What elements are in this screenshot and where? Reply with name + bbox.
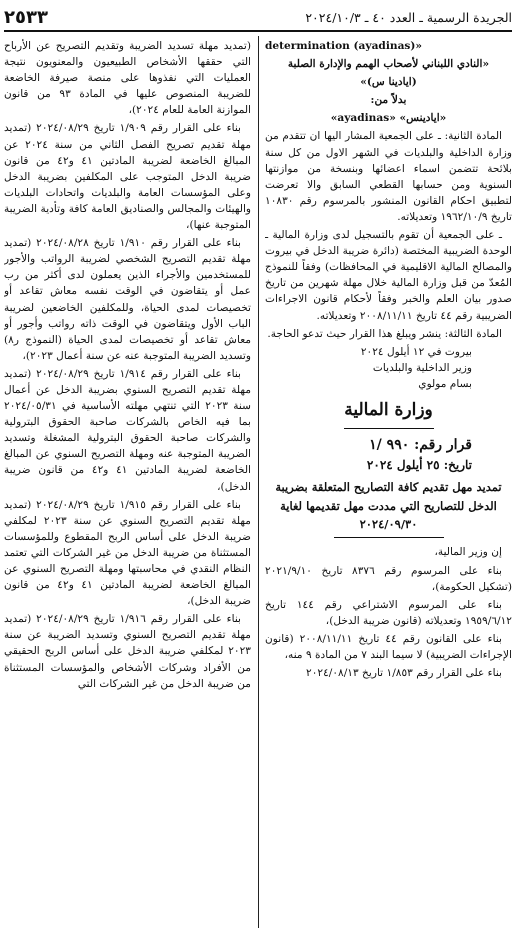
old-name: «ايادينس» «ayadinas» xyxy=(330,112,447,125)
ministry-rule xyxy=(344,428,434,429)
preamble-line: بناء على القرار رقم ١/٨٥٣ تاريخ ٢٠٢٤/٠٨/١٣ xyxy=(306,667,502,680)
decision-date: تاريخ: ٢٥ أيلول ٢٠٢٤ xyxy=(366,458,472,473)
article-2: المادة الثانية: ـ على الجمعية المشار اليها ان تتقدم من وزارة الداخلية والبلديات في الشهر الاول من كل سنة بلائحة تتضمن اسماء اعضائها وبنسخة من موازنتها السنوية ومن حسابها القطعي السابق والا تعرضت لتطبيق احكام القانون المنشور بالمرسوم رقم ١٠٨٣٠ تاريخ ١٩٦٢/١٠/٩ وتعديلاته. xyxy=(265,130,512,223)
left-paragraph: بناء على القرار رقم ١/٩١٠ تاريخ ٢٠٢٤/٠٨/٢٨ (تمديد مهلة تقديم التصريح الشخصي لضريبة الرواتب والأجور للمستخدمين والأجراء الذين يعملون لدى أكثر من رب عمل أو يتقاضون في الوقت نفسه معاش تقاعد أو تخصيصات لمدى الحياة، وللمكلفين الخاضعين لضريبة الباب الأول ويتقاضون في الوقت ذاته رواتب وأجور أو معاش تقاعد أو تخصيصات لمدى الحياة (النموذج ر٨) وتسديد الضريبة المتوجبة عنه عن سنة أعمال ٢٠٢٣)، xyxy=(4,237,251,362)
decision-title: تمديد مهل تقديم كافة التصاريح المتعلقة بضريبة الدخل للتصاريح التي مددت مهل تقديمها لغاية ٢٠٢٤/٠٩/٣٠ xyxy=(275,480,502,532)
title-rule xyxy=(334,537,444,538)
left-paragraph: بناء على القرار رقم ١/٩١٦ تاريخ ٢٠٢٤/٠٨/٢٩ (تمديد مهلة تقديم التصريح السنوي وتسديد الضريبة عن سنة ٢٠٢٣ لمكلفي ضريبة الدخل على أساس الربح الحقيقي من الأفراد وشركات الأشخاص والمؤسسات المستثناة من ضريبة الدخل من غير الشركات التي xyxy=(4,613,251,690)
left-paragraph: (تمديد مهلة تسديد الضريبة وتقديم التصريح عن الأرباح التي حققها الأشخاص الطبيعيون والمعنويون نتيجة العمليات التي نفذوها على منصة صيرفة الخاضعة للضريبة المنصوص عليها في المادة ٩٣ من قانون الموازنة العامة للعام ٢٠٢٤)، xyxy=(4,40,251,117)
preamble-line: بناء على المرسوم الاشتراعي رقم ١٤٤ تاريخ ١٩٥٩/٦/١٢ وتعديلاته (قانون ضريبة الدخل)، xyxy=(265,598,512,627)
preamble-line: بناء على القانون رقم ٤٤ تاريخ ٢٠٠٨/١١/١١ (قانون الإجراءات الضريبية) لا سيما البند ٧ من المادة ٩ منه، xyxy=(265,632,512,662)
page-number: ٢٥٣٣ xyxy=(4,6,48,28)
right-column xyxy=(265,38,512,683)
sign-role: وزير الداخلية والبلديات xyxy=(372,361,472,374)
preamble-line: إن وزير المالية، xyxy=(434,546,502,559)
article-2b: ـ على الجمعية أن تقوم بالتسجيل لدى وزارة المالية ـ الوحدة الضريبية المختصة (دائرة ضريبة الدخل في بيروت والمصالح المالية الاقليمية في المحافظات) وفقاً للنموذج المُعدّ من قبل وزارة المالية خلال مهلة شهرين من تاريخ صدور بيان العلم والخبر وفقاً لأحكام قانون الاجراءات الضريبية رقم ٤٤ تاريخ ٢٠٠٨/١١/١١ وتعديلاته. xyxy=(265,229,512,322)
sign-name: بسام مولوي xyxy=(418,377,472,390)
left-column xyxy=(4,38,251,694)
left-paragraph: بناء على القرار رقم ١/٩١٤ تاريخ ٢٠٢٤/٠٨/٢٩ (تمديد مهلة تقديم التصريح السنوي بضريبة الدخل عن أعمال سنة ٢٠٢٣ التي تنتهي مهلته الأساسية في ٢٠٢٤/٠٥/٣١ بما فيه الخاص بالشركات صاحبة الحقوق البترولية والشركات صاحبة الحقوق البترولية المشغلة وتسديد الضريبة المتوجبة عنه ومهلة التصريح السنوي عن المبالغ الخاضعة لضريبة المادتين ٤١ و٤٢ من قانون ضريبة الدخل)، xyxy=(4,367,251,493)
decision-number: قرار رقم: ٩٩٠ /١ xyxy=(369,436,472,453)
gazette-title: الجريدة الرسمية ـ العدد ٤٠ ـ ٢٠٢٤/١٠/٣ xyxy=(305,9,512,25)
left-paragraph: بناء على القرار رقم ١/٩١٥ تاريخ ٢٠٢٤/٠٨/٢٩ (تمديد مهلة تقديم التصريح السنوي عن سنة ٢٠٢٣ لمكلفي ضريبة الدخل على أساس الربح المقطوع وللمؤسسات المستثناة من ضريبة الدخل من غير الشركات التي تعتمد النظام النقدي في محاسبتها ومهلة التصريح السنوي عن المبالغ الخاضعة لضريبة المادتين ٤١ و٤٢ من قانون ضريبة الدخل)، xyxy=(4,498,251,608)
left-paragraph: بناء على القرار رقم ١/٩٠٩ تاريخ ٢٠٢٤/٠٨/٢٩ (تمديد مهلة تقديم تصريح الفصل الثاني من سنة ٢٠٢٤ عن المبالغ الخاضعة لضريبة المادتين ٤١ و٤٢ من قانون ضريبة الدخل المتوجب على المكلفين بضريبة الدخل وعلى المؤسسات العامة والبلديات واتحادات البلديات والهيئات والمجالس والصناديق العامة كافة وتأدية الضريبة المتوجبة عنها)، xyxy=(4,122,251,232)
quoted-name: «النادي اللبناني لأصحاب الهمم والإدارة الصلبة xyxy=(287,58,490,71)
page-header xyxy=(4,4,512,32)
signature-block xyxy=(265,344,472,392)
article-3: المادة الثالثة: ينشر ويبلغ هذا القرار حيث تدعو الحاجة. xyxy=(267,327,502,340)
quoted-name-latin: (ايادينا س)» xyxy=(360,76,417,89)
term-line: determination (ayadinas)» xyxy=(265,40,423,52)
ministry-heading: وزارة المالية xyxy=(344,399,433,420)
preamble-line: بناء على المرسوم رقم ٨٣٧٦ تاريخ ٢٠٢١/٩/١٠ (تشكيل الحكومة)، xyxy=(265,564,512,593)
sign-place-date: بيروت في ١٢ أيلول ٢٠٢٤ xyxy=(360,345,472,358)
instead-of: بدلاً من: xyxy=(370,94,407,107)
column-divider xyxy=(258,36,259,928)
